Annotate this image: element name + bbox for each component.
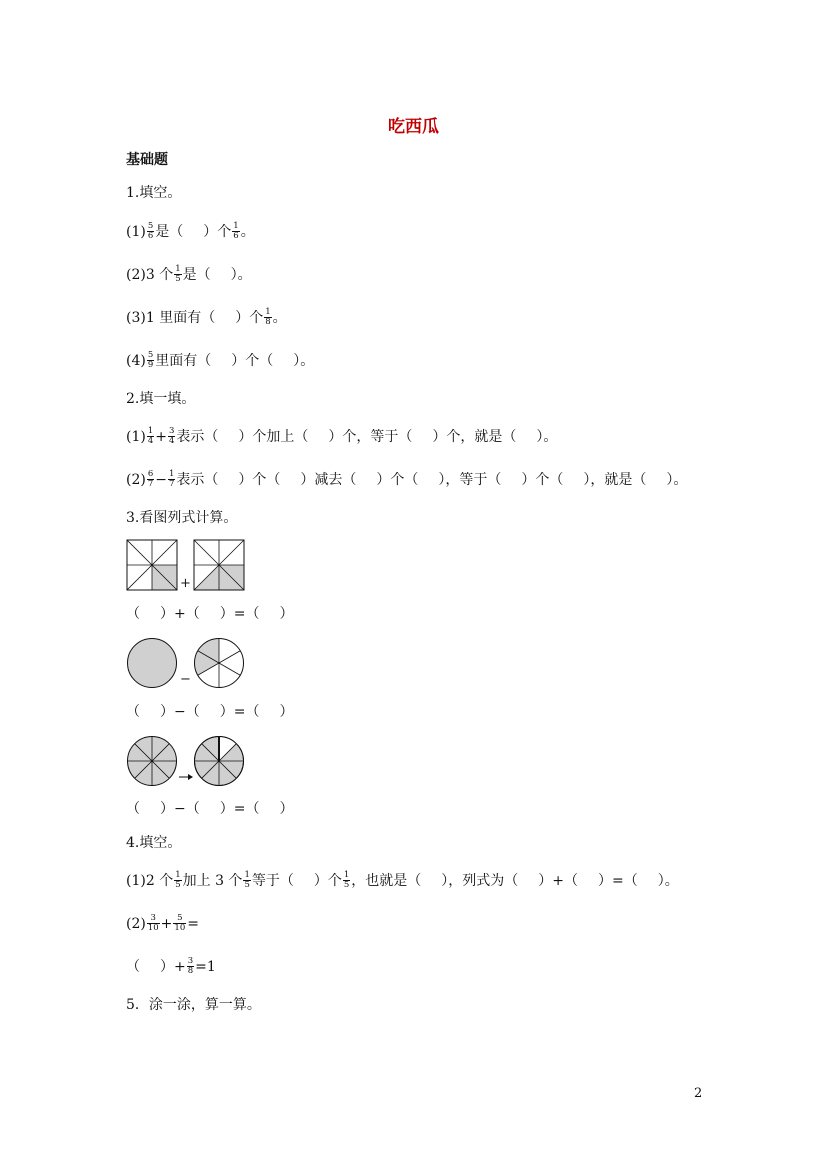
fraction: $\frac{1}{5}$	[244, 869, 250, 890]
fraction: $\frac{1}{5}$	[175, 869, 181, 890]
square-figure-2	[193, 539, 245, 591]
q1-item-2: (2)3 个 $\frac{1}{5}$ 是（ ）。	[126, 263, 252, 284]
q2-item-1: (1) $\frac{1}{4}$ + $\frac{3}{4}$ 表示（ ）个加上（ ）个，等于（ ）个，就是（ ）。	[126, 425, 558, 446]
fraction: $\frac{1}{7}$	[169, 468, 175, 489]
fraction: $\frac{1}{5}$	[175, 263, 181, 284]
fraction: $\frac{1}{8}$	[265, 306, 271, 327]
q4-item-2: (2) $\frac{3}{10}$ + $\frac{5}{10}$ =	[126, 912, 199, 933]
circle-figure-eighths-2	[193, 735, 245, 787]
fraction: $\frac{5}{6}$	[147, 220, 154, 241]
fraction: $\frac{5}{10}$	[174, 912, 186, 933]
fraction: $\frac{1}{5}$	[343, 869, 350, 890]
q3-label: 3.看图列式计算。	[126, 510, 238, 526]
q1-item-3: (3)1 里面有（ ）个 $\frac{1}{8}$ 。	[126, 306, 287, 327]
fraction: $\frac{3}{8}$	[187, 955, 194, 976]
circle-figure-full	[126, 637, 178, 689]
fraction: $\frac{5}{9}$	[147, 349, 154, 370]
q4-label: 4.填空。	[126, 835, 182, 851]
square-figure-1	[126, 539, 178, 591]
fraction: $\frac{6}{7}$	[147, 468, 154, 489]
q4-item-3: （ ）+ $\frac{3}{8}$ =1	[126, 955, 216, 976]
section-heading: 基础题	[126, 152, 168, 168]
q1-label: 1.填空。	[126, 185, 182, 201]
minus-sign: −	[180, 672, 191, 687]
page-number: 2	[694, 1086, 703, 1101]
plus-sign: +	[180, 576, 191, 591]
q3-equation-1: （ ）+（ ）=（ ）	[126, 606, 294, 622]
page-title: 吃西瓜	[388, 117, 439, 137]
arrow-icon	[178, 772, 194, 782]
q1-item-4: (4) $\frac{5}{9}$ 里面有（ ）个（ ）。	[126, 349, 315, 370]
fraction: $\frac{3}{10}$	[147, 912, 159, 933]
fraction: $\frac{3}{4}$	[169, 425, 175, 446]
q2-item-2: (2) $\frac{6}{7}$ − $\frac{1}{7}$ 表示（ ）个（ ）减去（ ）个（ ），等于（ ）个（ ），就是（ ）。	[126, 468, 688, 489]
fraction: $\frac{1}{4}$	[147, 425, 154, 446]
q4-item-1: (1)2 个 $\frac{1}{5}$ 加上 3 个 $\frac{1}{5}$ 等于（ ）个 $\frac{1}{5}$ ，也就是（ ），列式为（ ）+（ ）=（ ）。	[126, 869, 679, 890]
circle-figure-eighths-1	[126, 735, 178, 787]
q1-item-1: (1) $\frac{5}{6}$ 是（ ）个 $\frac{1}{6}$ 。	[126, 220, 255, 241]
q3-equation-2: （ ）−（ ）=（ ）	[126, 704, 294, 720]
q2-label: 2.填一填。	[126, 391, 196, 407]
circle-figure-sixths	[193, 637, 245, 689]
q3-equation-3: （ ）−（ ）=（ ）	[126, 801, 294, 817]
fraction: $\frac{1}{6}$	[233, 220, 239, 241]
q5-label: 5．涂一涂，算一算。	[126, 997, 261, 1013]
